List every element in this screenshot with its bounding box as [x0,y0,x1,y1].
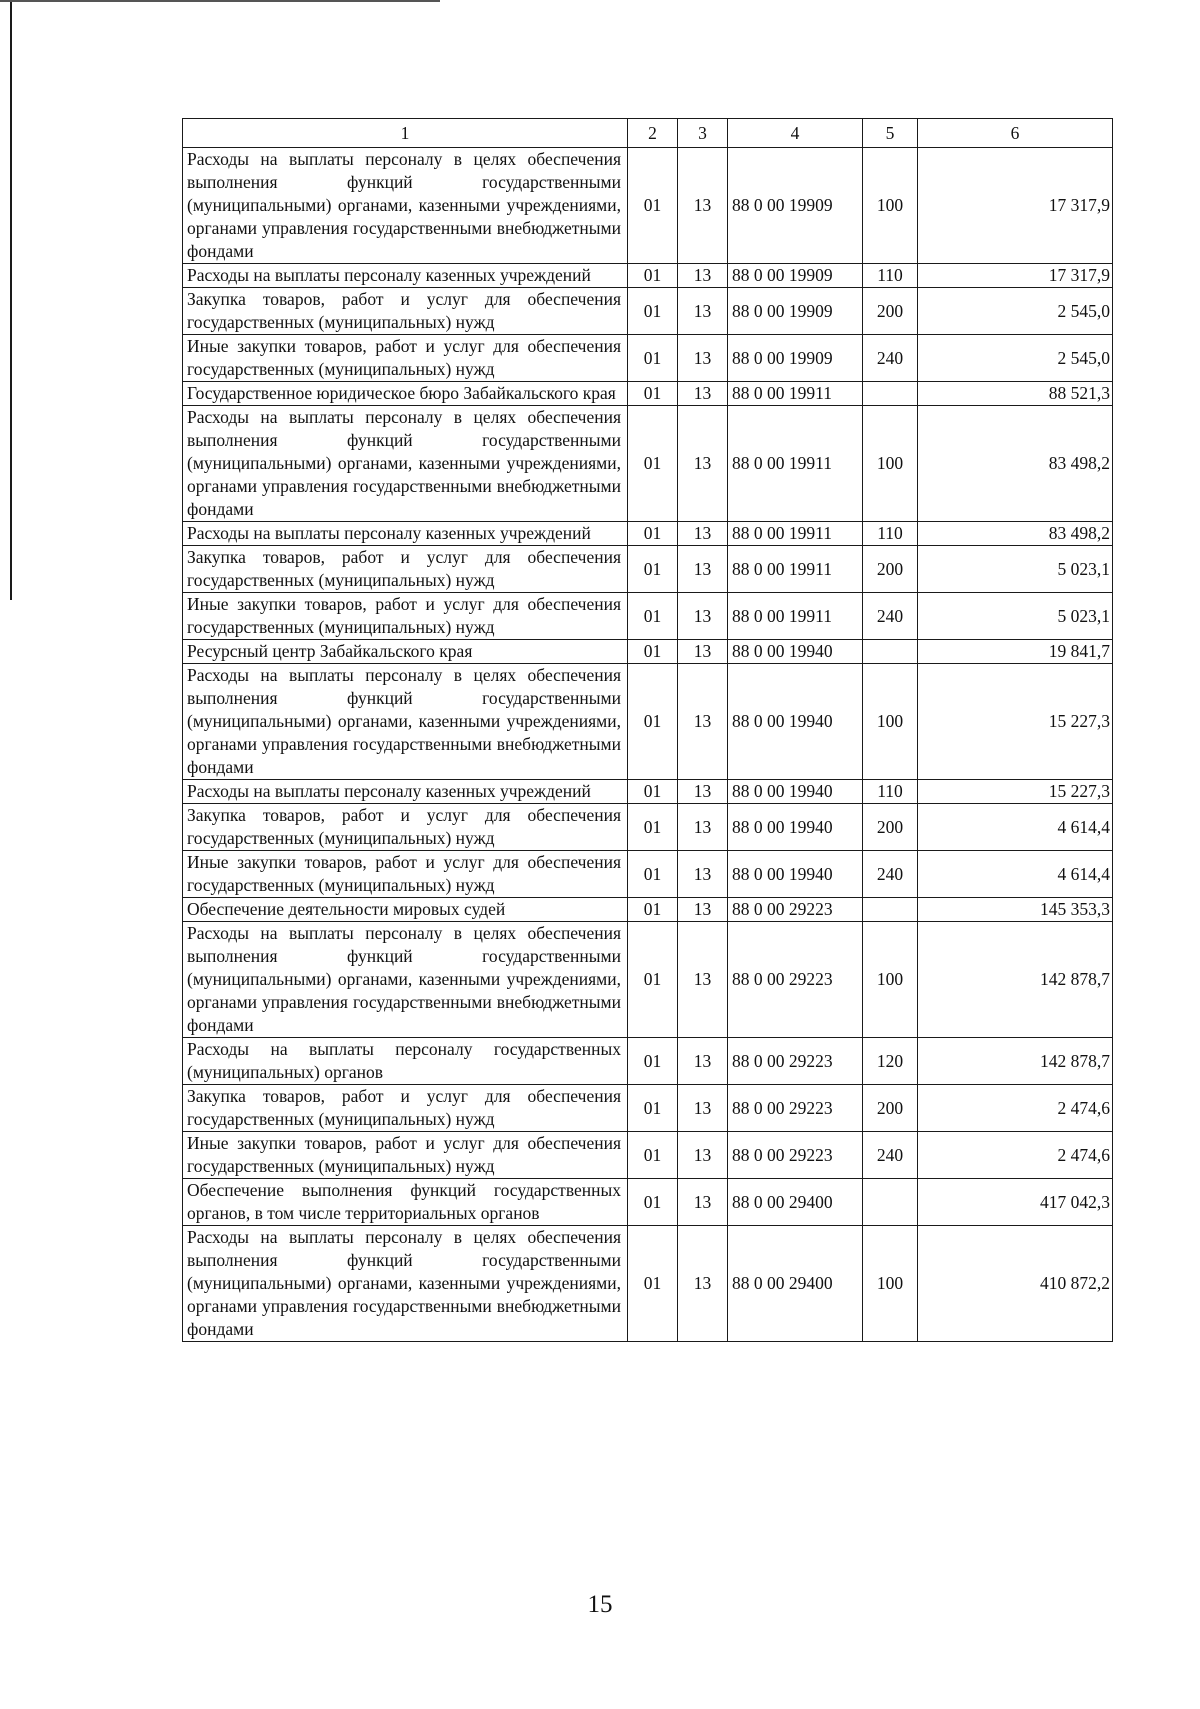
cell-name: Иные закупки товаров, работ и услуг для обеспечения государственных (муниципальных) нужд [183,1132,628,1179]
cell-expense-type: 240 [863,1132,918,1179]
cell-section: 01 [628,288,678,335]
cell-name: Государственное юридическое бюро Забайкальского края [183,382,628,406]
cell-expense-type [863,640,918,664]
cell-name: Ресурсный центр Забайкальского края [183,640,628,664]
cell-name: Расходы на выплаты персоналу казенных учреждений [183,780,628,804]
cell-section: 01 [628,335,678,382]
cell-name: Расходы на выплаты персоналу в целях обеспечения выполнения функций государственными (муниципальными) органами, казенными учреждениями, органами управления государственными внебюджетными фондами [183,1226,628,1342]
budget-table [182,118,1113,1342]
header-col-expense-type: 5 [863,119,918,148]
cell-name: Расходы на выплаты персоналу в целях обеспечения выполнения функций государственными (муниципальными) органами, казенными учреждениями, органами управления государственными внебюджетными фондами [183,922,628,1038]
cell-section: 01 [628,1038,678,1085]
cell-name: Закупка товаров, работ и услуг для обеспечения государственных (муниципальных) нужд [183,1085,628,1132]
cell-amount: 17 317,9 [918,264,1113,288]
cell-name: Расходы на выплаты персоналу казенных учреждений [183,522,628,546]
cell-name: Расходы на выплаты персоналу в целях обеспечения выполнения функций государственными (муниципальными) органами, казенными учреждениями, органами управления государственными внебюджетными фондами [183,406,628,522]
cell-amount: 142 878,7 [918,1038,1113,1085]
table-row [183,1085,1113,1132]
cell-section: 01 [628,780,678,804]
cell-amount: 410 872,2 [918,1226,1113,1342]
cell-amount: 5 023,1 [918,593,1113,640]
cell-amount: 142 878,7 [918,922,1113,1038]
cell-subsection: 13 [678,148,728,264]
cell-name: Расходы на выплаты персоналу казенных учреждений [183,264,628,288]
cell-target: 88 0 00 29223 [728,1132,863,1179]
cell-target: 88 0 00 29223 [728,922,863,1038]
cell-target: 88 0 00 19911 [728,406,863,522]
cell-expense-type [863,1179,918,1226]
page-number: 15 [587,1591,613,1618]
cell-subsection: 13 [678,522,728,546]
table-header-row [183,119,1113,148]
cell-subsection: 13 [678,335,728,382]
table-row [183,522,1113,546]
cell-amount: 4 614,4 [918,851,1113,898]
cell-amount: 2 474,6 [918,1085,1113,1132]
cell-subsection: 13 [678,1132,728,1179]
cell-expense-type: 100 [863,148,918,264]
table-row [183,382,1113,406]
header-col-subsection: 3 [678,119,728,148]
cell-subsection: 13 [678,664,728,780]
cell-name: Расходы на выплаты персоналу государственных (муниципальных) органов [183,1038,628,1085]
table-row [183,1038,1113,1085]
cell-expense-type: 200 [863,546,918,593]
cell-target: 88 0 00 19911 [728,382,863,406]
header-col-target: 4 [728,119,863,148]
table-row [183,406,1113,522]
cell-section: 01 [628,804,678,851]
table-row [183,898,1113,922]
cell-amount: 15 227,3 [918,664,1113,780]
cell-target: 88 0 00 29223 [728,898,863,922]
cell-subsection: 13 [678,546,728,593]
cell-expense-type: 100 [863,406,918,522]
cell-expense-type [863,382,918,406]
cell-expense-type: 110 [863,264,918,288]
cell-section: 01 [628,546,678,593]
table-row [183,804,1113,851]
cell-expense-type: 100 [863,922,918,1038]
cell-subsection: 13 [678,288,728,335]
cell-expense-type [863,898,918,922]
cell-subsection: 13 [678,1038,728,1085]
cell-amount: 2 474,6 [918,1132,1113,1179]
table-row [183,264,1113,288]
table-body [183,119,1113,1342]
cell-name: Расходы на выплаты персоналу в целях обеспечения выполнения функций государственными (муниципальными) органами, казенными учреждениями, органами управления государственными внебюджетными фондами [183,664,628,780]
cell-subsection: 13 [678,382,728,406]
header-col-section: 2 [628,119,678,148]
cell-amount: 15 227,3 [918,780,1113,804]
cell-section: 01 [628,922,678,1038]
cell-amount: 145 353,3 [918,898,1113,922]
table-row [183,851,1113,898]
cell-target: 88 0 00 19911 [728,593,863,640]
cell-name: Иные закупки товаров, работ и услуг для обеспечения государственных (муниципальных) нужд [183,335,628,382]
cell-target: 88 0 00 19940 [728,664,863,780]
cell-target: 88 0 00 29223 [728,1085,863,1132]
cell-subsection: 13 [678,640,728,664]
cell-section: 01 [628,382,678,406]
cell-target: 88 0 00 19909 [728,148,863,264]
table-row [183,640,1113,664]
cell-subsection: 13 [678,406,728,522]
cell-expense-type: 240 [863,851,918,898]
scan-edge-left [10,0,12,600]
header-col-amount: 6 [918,119,1113,148]
cell-amount: 2 545,0 [918,335,1113,382]
table-row [183,593,1113,640]
cell-expense-type: 200 [863,1085,918,1132]
cell-expense-type: 110 [863,522,918,546]
cell-name: Обеспечение деятельности мировых судей [183,898,628,922]
header-col-name: 1 [183,119,628,148]
cell-target: 88 0 00 29400 [728,1179,863,1226]
cell-name: Закупка товаров, работ и услуг для обеспечения государственных (муниципальных) нужд [183,546,628,593]
cell-subsection: 13 [678,1226,728,1342]
cell-name: Иные закупки товаров, работ и услуг для обеспечения государственных (муниципальных) нужд [183,593,628,640]
scan-edge-top [0,0,440,2]
cell-section: 01 [628,1085,678,1132]
cell-subsection: 13 [678,264,728,288]
cell-target: 88 0 00 19909 [728,335,863,382]
cell-expense-type: 240 [863,335,918,382]
cell-target: 88 0 00 19940 [728,640,863,664]
cell-section: 01 [628,898,678,922]
cell-expense-type: 200 [863,804,918,851]
table-row [183,664,1113,780]
cell-target: 88 0 00 29400 [728,1226,863,1342]
cell-subsection: 13 [678,1179,728,1226]
cell-section: 01 [628,148,678,264]
cell-section: 01 [628,1226,678,1342]
cell-amount: 417 042,3 [918,1179,1113,1226]
cell-subsection: 13 [678,851,728,898]
cell-subsection: 13 [678,780,728,804]
cell-amount: 2 545,0 [918,288,1113,335]
cell-target: 88 0 00 19911 [728,546,863,593]
cell-name: Закупка товаров, работ и услуг для обеспечения государственных (муниципальных) нужд [183,288,628,335]
cell-name: Обеспечение выполнения функций государственных органов, в том числе территориальных органов [183,1179,628,1226]
cell-section: 01 [628,851,678,898]
cell-target: 88 0 00 19940 [728,851,863,898]
cell-section: 01 [628,522,678,546]
cell-subsection: 13 [678,593,728,640]
cell-name: Иные закупки товаров, работ и услуг для обеспечения государственных (муниципальных) нужд [183,851,628,898]
cell-expense-type: 240 [863,593,918,640]
cell-section: 01 [628,1132,678,1179]
cell-section: 01 [628,640,678,664]
cell-target: 88 0 00 19909 [728,288,863,335]
cell-expense-type: 110 [863,780,918,804]
cell-name: Закупка товаров, работ и услуг для обеспечения государственных (муниципальных) нужд [183,804,628,851]
cell-subsection: 13 [678,898,728,922]
cell-target: 88 0 00 19940 [728,804,863,851]
cell-target: 88 0 00 19909 [728,264,863,288]
table-row [183,335,1113,382]
cell-section: 01 [628,1179,678,1226]
cell-section: 01 [628,264,678,288]
cell-amount: 5 023,1 [918,546,1113,593]
cell-name: Расходы на выплаты персоналу в целях обеспечения выполнения функций государственными (муниципальными) органами, казенными учреждениями, органами управления государственными внебюджетными фондами [183,148,628,264]
table-row [183,1226,1113,1342]
cell-expense-type: 200 [863,288,918,335]
cell-amount: 19 841,7 [918,640,1113,664]
cell-expense-type: 100 [863,664,918,780]
cell-amount: 83 498,2 [918,406,1113,522]
table-row [183,780,1113,804]
table-row [183,288,1113,335]
table-row [183,922,1113,1038]
cell-amount: 17 317,9 [918,148,1113,264]
table-row [183,1132,1113,1179]
cell-subsection: 13 [678,1085,728,1132]
cell-amount: 4 614,4 [918,804,1113,851]
table-row [183,1179,1113,1226]
cell-target: 88 0 00 29223 [728,1038,863,1085]
cell-target: 88 0 00 19940 [728,780,863,804]
cell-subsection: 13 [678,922,728,1038]
cell-section: 01 [628,406,678,522]
table-row [183,546,1113,593]
cell-amount: 88 521,3 [918,382,1113,406]
cell-target: 88 0 00 19911 [728,522,863,546]
cell-expense-type: 120 [863,1038,918,1085]
cell-section: 01 [628,664,678,780]
cell-expense-type: 100 [863,1226,918,1342]
cell-amount: 83 498,2 [918,522,1113,546]
table-row [183,148,1113,264]
cell-subsection: 13 [678,804,728,851]
cell-section: 01 [628,593,678,640]
